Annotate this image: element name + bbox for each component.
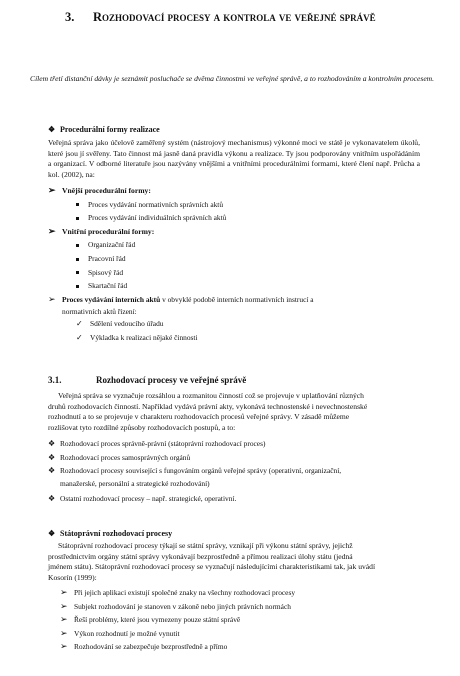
section-heading-state: ❖ Státoprávní rozhodovací procesy: [48, 529, 173, 538]
list-item: ➢ Řeší problémy, které jsou vymezeny pouze státní správě: [60, 613, 295, 627]
list-item: ✓ Výkladka k realizaci nějaké činnosti: [48, 331, 314, 345]
arrow-bullet-icon: ➢: [60, 627, 68, 638]
state-paragraph: Státoprávní rozhodovací procesy týkají se státní správy, vznikají při výkonu státní správy, jejichž prostřednictvím orgány státní správy vykonávají bezprostředně a přímou realizaci úlohy státu (jedná jménem státu). Státoprávní rozhodovací procesy se vyznačují následujícími charakteristikami tak, jak uvádí Kosorín (1999):: [48, 541, 376, 582]
list-item: Organizační řád: [48, 238, 314, 252]
section-paragraph: Veřejná správa jako účelově zaměřený systém (nástrojový mechanismus) výkonné moci ve státě je vykonavatelem úkolů, které jsou jí svěřeny. Tato činnost má jasně daná pravidla výkonu a realizace. Ty jsou podporovány vnitřním uspořádáním a organizací. V odborné literatuře jsou nazývány vnějšími a vnitřními procedurálními formami, které člení např. Průcha a kol. (2002), na:: [48, 138, 420, 179]
subsection-title: Rozhodovací procesy ve veřejné správě: [96, 375, 247, 385]
arrow-bullet-icon: ➢: [60, 641, 68, 652]
list-item: ❖ Rozhodovací proces správně-právní (státoprávní rozhodovací proces): [48, 437, 341, 451]
diamond-bullet-icon: ❖: [48, 125, 56, 134]
arrow-bullet-icon: ➢: [48, 185, 56, 195]
group-label-continued: normativních aktů řízení:: [62, 307, 137, 317]
list-item-continued: manažerské, personální a strategické rozhodování): [60, 478, 210, 488]
list-item: ➢ Při jejich aplikaci existují společné znaky na všechny rozhodovací procesy: [60, 586, 295, 600]
list-item: ✓ Sdělení vedoucího úřadu: [48, 317, 314, 331]
group-label-internal: ➢ Proces vydávání interních aktů v obvyklé podobě interních normativních instrucí a: [48, 293, 314, 307]
square-bullet-icon: [76, 271, 79, 274]
list-item: Proces vydávání normativních správních aktů: [48, 198, 314, 212]
list-item: ➢ Rozhodování se zabezpečuje bezprostředně a přímo: [60, 640, 295, 654]
arrow-bullet-icon: ➢: [60, 614, 68, 625]
square-bullet-icon: [76, 203, 79, 206]
square-bullet-icon: [76, 285, 79, 288]
square-bullet-icon: [76, 258, 79, 261]
group-label: ➢ Vnější procedurální formy:: [48, 184, 314, 198]
state-characteristics-list: [60, 586, 295, 654]
list-item: Pracovní řád: [48, 252, 314, 266]
arrow-bullet-icon: ➢: [60, 587, 68, 597]
procedural-groups-list: [48, 184, 314, 345]
list-item: Spisový řád: [48, 266, 314, 280]
diamond-bullet-icon: ❖: [48, 493, 56, 503]
section-heading-procedural: [48, 125, 160, 134]
square-bullet-icon: [76, 217, 79, 220]
arrow-bullet-icon: ➢: [48, 293, 56, 304]
square-bullet-icon: [76, 244, 79, 247]
chapter-heading: [65, 10, 376, 25]
list-item: ➢ Subjekt rozhodování je stanoven v zákoně nebo jiných právních normách: [60, 600, 295, 614]
check-bullet-icon: ✓: [76, 319, 83, 329]
subsection-number: 3.1.: [48, 375, 62, 385]
list-item: Proces vydávání individuálních správních aktů: [48, 211, 314, 225]
chapter-number: 3.: [65, 10, 75, 24]
list-item: ❖ Ostatní rozhodovací procesy – např. strategické, operativní.: [48, 492, 341, 506]
list-item: ➢ Výkon rozhodnutí je možné vynutit: [60, 627, 295, 641]
section-title: Procedurální formy realizace: [60, 125, 160, 134]
subsection-paragraph: Veřejná správa se vyznačuje rozsáhlou a rozmanitou činností což se projevuje v uplatňování různých druhů rozhodovacích činností. Například vydává právní akty, vykonává technostenské i nevechnostenské rozhodnutí a to se projevuje v charakteru rozhodovacích procesů veřejné správy. V zásadě můžeme rozlišovat tyto rozdílné způsoby rozhodovacích postupů, a to:: [48, 391, 368, 432]
diamond-bullet-icon: ❖: [48, 439, 56, 448]
arrow-bullet-icon: ➢: [48, 225, 56, 236]
subsection-heading: [48, 375, 246, 385]
intro-paragraph: Cílem třetí distanční dávky je seznámit posluchače se dvěma činnostmi ve veřejné správě, a to rozhodováním a kontrolním procesem.: [30, 74, 435, 83]
chapter-title: Rozhodovací procesy a kontrola ve veřejné správě: [93, 10, 376, 24]
diamond-bullet-icon: ❖: [48, 466, 56, 476]
list-item: Skartační řád: [48, 279, 314, 293]
list-item: ❖ Rozhodovací procesy související s fungováním orgánů veřejné správy (operativní, organizační,: [48, 464, 341, 478]
diamond-bullet-icon: ❖: [48, 529, 56, 538]
group-label: ➢ Vnitřní procedurální formy:: [48, 225, 314, 239]
arrow-bullet-icon: ➢: [60, 600, 68, 611]
decision-process-list: [48, 437, 341, 505]
list-item: ❖ Rozhodovací proces samosprávných orgánů: [48, 451, 341, 465]
check-bullet-icon: ✓: [76, 332, 83, 342]
diamond-bullet-icon: ❖: [48, 452, 56, 462]
